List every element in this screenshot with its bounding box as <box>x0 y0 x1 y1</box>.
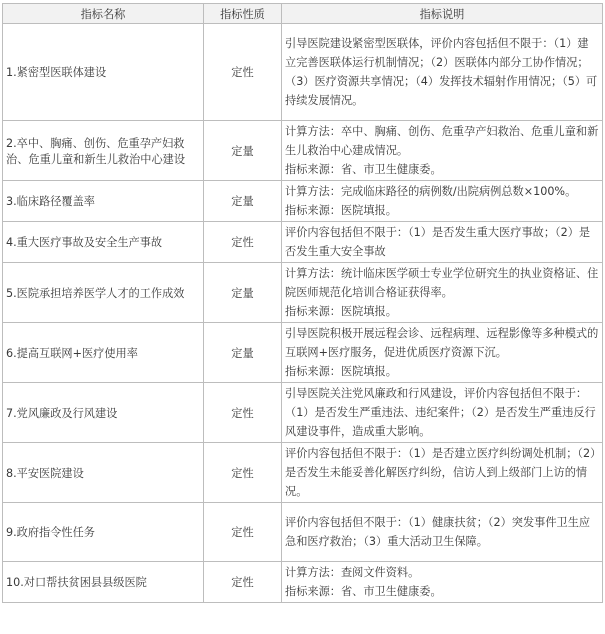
indicator-description <box>282 562 603 603</box>
indicator-nature: 定量 <box>204 181 282 222</box>
indicator-description <box>282 24 603 121</box>
table-row <box>3 383 603 443</box>
indicator-nature: 定性 <box>204 383 282 443</box>
indicator-nature: 定性 <box>204 24 282 121</box>
header-name: 指标名称 <box>3 4 204 24</box>
indicator-description <box>282 222 603 263</box>
table-row <box>3 503 603 562</box>
table-row <box>3 121 603 181</box>
indicator-name: 1.紧密型医联体建设 <box>3 24 204 121</box>
indicator-description <box>282 383 603 443</box>
table-row <box>3 24 603 121</box>
description-line: 指标来源：省、市卫生健康委。 <box>285 163 442 176</box>
description-line: 引导医院建设紧密型医联体，评价内容包括但不限于：（1）建立完善医联体运行机制情况；（2）医联体内部分工协作情况；（3）医疗资源共享情况；（4）发挥技术辐射作用情况；（5）可持续发展情况。 <box>285 37 598 107</box>
header-row <box>3 4 603 24</box>
description-line: 评价内容包括但不限于：（1）是否建立医疗纠纷调处机制；（2）是否发生未能妥善化解医疗纠纷，信访人到上级部门上访的情况。 <box>285 447 596 498</box>
indicator-description <box>282 263 603 323</box>
indicator-description <box>282 503 603 562</box>
description-line: 引导医院关注党风廉政和行风建设，评价内容包括但不限于：（1）是否发生严重违法、违纪案件；（2）是否发生严重违反行风建设事件，造成重大影响。 <box>285 387 596 438</box>
indicator-nature: 定量 <box>204 263 282 323</box>
header-nature: 指标性质 <box>204 4 282 24</box>
description-line: 评价内容包括但不限于：（1）健康扶贫；（2）突发事件卫生应急和医疗救治；（3）重大活动卫生保障。 <box>285 516 591 548</box>
indicator-description <box>282 121 603 181</box>
table-row <box>3 323 603 383</box>
table-row <box>3 222 603 263</box>
table-row <box>3 181 603 222</box>
description-line: 指标来源：医院填报。 <box>285 204 397 217</box>
indicator-name: 6.提高互联网+医疗使用率 <box>3 323 204 383</box>
description-line: 指标来源：医院填报。 <box>285 305 397 318</box>
indicator-table <box>2 3 603 603</box>
description-line: 引导医院积极开展远程会诊、远程病理、远程影像等多种模式的互联网+医疗服务，促进优质医疗资源下沉。 <box>285 327 599 359</box>
indicator-description <box>282 181 603 222</box>
indicator-description <box>282 323 603 383</box>
table-row <box>3 562 603 603</box>
description-line: 计算方法：卒中、胸痛、创伤、危重孕产妇救治、危重儿童和新生儿救治中心建成情况。 <box>285 125 599 157</box>
indicator-name: 10.对口帮扶贫困县县级医院 <box>3 562 204 603</box>
table-row <box>3 443 603 503</box>
indicator-name: 8.平安医院建设 <box>3 443 204 503</box>
indicator-name: 4.重大医疗事故及安全生产事故 <box>3 222 204 263</box>
indicator-nature: 定性 <box>204 562 282 603</box>
description-line: 指标来源：医院填报。 <box>285 365 397 378</box>
header-desc: 指标说明 <box>282 4 603 24</box>
indicator-nature: 定性 <box>204 443 282 503</box>
description-line: 评价内容包括但不限于：（1）是否发生重大医疗事故；（2）是否发生重大安全事故 <box>285 226 591 258</box>
description-line: 计算方法：完成临床路径的病例数/出院病例总数×100%。 <box>285 185 577 198</box>
indicator-name: 3.临床路径覆盖率 <box>3 181 204 222</box>
indicator-nature: 定性 <box>204 503 282 562</box>
table-header <box>3 4 603 24</box>
indicator-nature: 定量 <box>204 121 282 181</box>
indicator-nature: 定量 <box>204 323 282 383</box>
description-line: 指标来源：省、市卫生健康委。 <box>285 585 442 598</box>
table-row <box>3 263 603 323</box>
description-line: 计算方法：查阅文件资料。 <box>285 566 420 579</box>
indicator-name: 2.卒中、胸痛、创伤、危重孕产妇救治、危重儿童和新生儿救治中心建设 <box>3 121 204 181</box>
indicator-description <box>282 443 603 503</box>
description-line: 计算方法：统计临床医学硕士专业学位研究生的执业资格证、住院医师规范化培训合格证获得率。 <box>285 267 599 299</box>
table-body <box>3 24 603 603</box>
indicator-nature: 定性 <box>204 222 282 263</box>
indicator-name: 7.党风廉政及行风建设 <box>3 383 204 443</box>
indicator-name: 5.医院承担培养医学人才的工作成效 <box>3 263 204 323</box>
indicator-name: 9.政府指令性任务 <box>3 503 204 562</box>
